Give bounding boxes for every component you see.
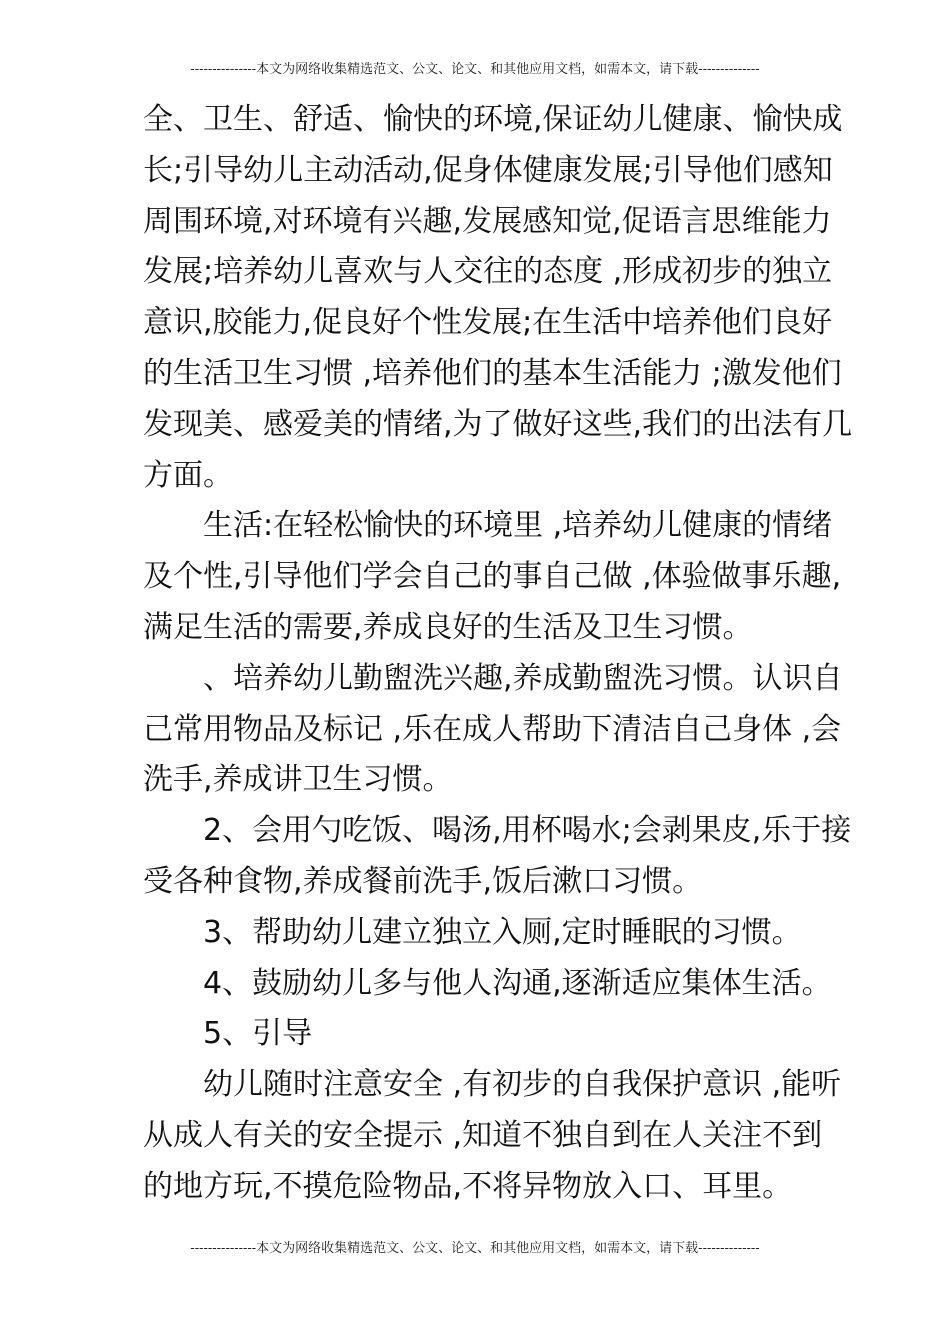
text-line: 及个性,引导他们学会自己的事自己做 ,体验做事乐趣, bbox=[143, 559, 842, 595]
text-line: 满足生活的需要,养成良好的生活及卫生习惯。 bbox=[143, 609, 753, 645]
text-line: 洗手,养成讲卫生习惯。 bbox=[143, 762, 453, 798]
text-line: 从成人有关的安全提示 ,知道不独自到在人关注不到 bbox=[143, 1117, 823, 1153]
document-body bbox=[143, 95, 853, 1213]
text-line: 5、引导 bbox=[203, 1016, 313, 1052]
text-line: 2、会用勺吃饭、喝汤,用杯喝水;会剥果皮,乐于接 bbox=[203, 813, 852, 849]
header-banner: ---------------本文为网络收集精选范文、公文、论文、和其他应用文档，如需本文，请下载-------------- bbox=[190, 62, 760, 77]
text-line: 全、卫生、舒适、愉快的环境,保证幼儿健康、愉快成 bbox=[143, 102, 843, 137]
text-line: 幼儿随时注意安全 ,有初步的自我保护意识 ,能听 bbox=[203, 1067, 842, 1103]
footer-banner: ---------------本文为网络收集精选范文、公文、论文、和其他应用文档，如需本文，请下载-------------- bbox=[190, 1241, 760, 1256]
text-line: 长;引导幼儿主动活动,促身体健康发展;引导他们感知 bbox=[143, 152, 833, 188]
text-line: 4、鼓励幼儿多与他人沟通,逐渐适应集体生活。 bbox=[203, 965, 832, 1001]
text-line: 的生活卫生习惯 ,培养他们的基本生活能力 ;激发他们 bbox=[143, 355, 842, 391]
text-line: 发现美、感爱美的情绪,为了做好这些,我们的出法有几 bbox=[143, 406, 853, 442]
text-line: 方面。 bbox=[143, 457, 233, 493]
text-line: 生活:在轻松愉快的环境里 ,培养幼儿健康的情绪 bbox=[203, 508, 833, 544]
text-line: 己常用物品及标记 ,乐在成人帮助下清洁自己身体 ,会 bbox=[143, 711, 842, 747]
text-line: 受各种食物,养成餐前洗手,饭后漱口习惯。 bbox=[143, 863, 703, 899]
text-line: 周围环境,对环境有兴趣,发展感知觉,促语言思维能力 bbox=[143, 203, 832, 239]
text-line: 意识,胶能力,促良好个性发展;在生活中培养他们良好 bbox=[143, 305, 833, 341]
text-line: 的地方玩,不摸危险物品,不将异物放入口、耳里。 bbox=[143, 1168, 793, 1204]
text-line: 、培养幼儿勤盥洗兴趣,养成勤盥洗习惯。认识自 bbox=[203, 660, 843, 696]
text-line: 发展;培养幼儿喜欢与人交往的态度 ,形成初步的独立 bbox=[143, 254, 833, 290]
text-line: 3、帮助幼儿建立独立入厕,定时睡眠的习惯。 bbox=[203, 914, 802, 950]
